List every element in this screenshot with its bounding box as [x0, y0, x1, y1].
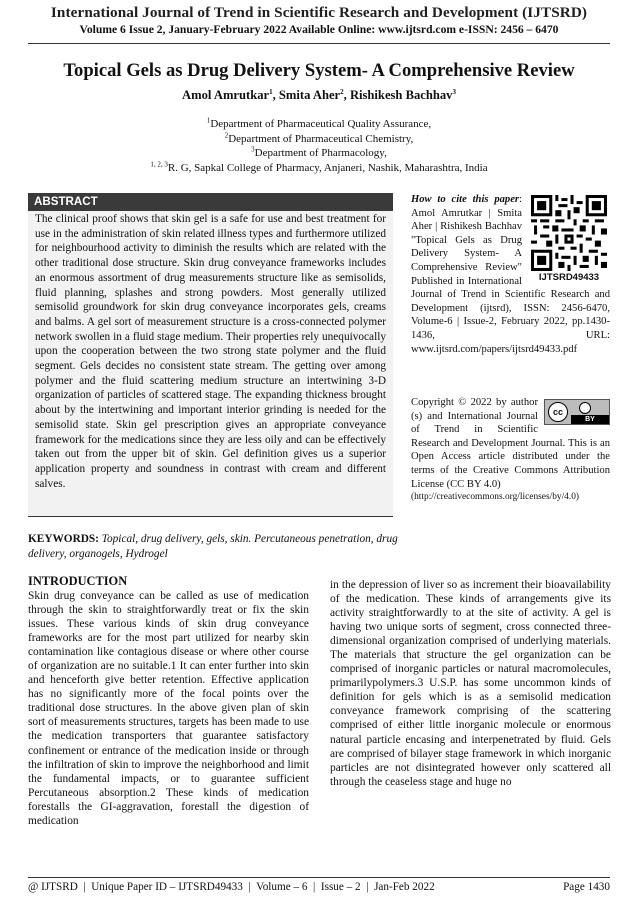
- introduction-heading: INTRODUCTION: [28, 574, 128, 588]
- citation-label: How to cite this paper: [411, 194, 520, 205]
- attribution-person-icon: [579, 402, 591, 414]
- cc-logo-icon: cc: [548, 402, 568, 422]
- author-name: Amol Amrutkar: [182, 88, 270, 102]
- cc-by-license-icon: [544, 399, 610, 425]
- author-mark: 2: [340, 87, 344, 96]
- keywords-text: Topical, drug delivery, gels, skin. Percutaneous penetration, drug delivery, organogels, Hydrogel: [28, 533, 398, 560]
- body-column-right: in the depression of liver so as increment their bioavailability of the medication. These kinds of arrangements give its activity straightforwardly to at the site of activity. A gel is having two unique sorts of segment, cross connected three-dimensional organization comprised of underlying materials. The materials that structure the gel organization can be comprised of inorganic particles or natural macromolecules, primarilypolymers.3 U.S.P. has some uncommon kinds of definition for gels which is as a semisolid medication conveyance framework comprising of the scattering comprised of either little inorganic molecule or enormous natural particle encasing and interpenetrated by fluid. Gels are comprised of bilayer stage framework in which inorganic particles are not disintegrated however only scattered all through the ceaseless stage and huge no: [330, 579, 611, 788]
- affiliation: $^2$Department of Pharmaceutical Chemistry,: [224, 130, 414, 145]
- footer-info: @ IJTSRD | Unique Paper ID – IJTSRD49433 | Volume – 6 | Issue – 2 | Jan-Feb 2022: [28, 881, 435, 893]
- keywords: [28, 532, 398, 562]
- copyright-notice: [411, 396, 610, 505]
- affiliation: $^1$Department of Pharmaceutical Quality Assurance,: [206, 116, 432, 130]
- copyright-text: Copyright © 2022 by author (s) and International Journal of Trend in Scientific Research and Development Journal. This is an Open Access article distributed under the terms of the Creative Commons Attribution License (CC BY 4.0): [411, 397, 610, 490]
- affiliation: $^3$Department of Pharmacology,: [251, 145, 387, 160]
- journal-issue-line: Volume 6 Issue 2, January-February 2022 Available Online: www.ijtsrd.com e-ISSN: 2456 – 6470: [79, 23, 559, 36]
- page-number: Page 1430: [563, 881, 610, 893]
- qr-code-block: [528, 195, 610, 285]
- header-divider: [28, 43, 610, 44]
- author-mark: 1: [269, 87, 273, 96]
- qr-code-icon: [531, 195, 607, 271]
- journal-title: International Journal of Trend in Scientific Research and Development (IJTSRD): [50, 4, 588, 21]
- page-footer: [28, 881, 610, 893]
- author-mark: 3: [452, 87, 456, 96]
- cc-by-label: BY: [571, 415, 609, 424]
- citation-body: : Amol Amrutkar | Smita Aher | Rishikesh Bachhav "Topical Gels as Drug Delivery System- A Comprehensive Review" Published in International Journal of Trend in Scientific Research and Development (ijtsrd), ISSN: 2456-6470, Volume-6 | Issue-2, February 2022, pp.1430-1436, URL: www.ijtsrd.com/papers/ijtsrd49433.pdf: [411, 194, 610, 355]
- citation-box: [411, 193, 610, 356]
- keywords-label: KEYWORDS:: [28, 533, 99, 545]
- affiliation: $^{1, 2, 3}$R. G, Sapkal College of Pharmacy, Anjaneri, Nashik, Maharashtra, India: [150, 160, 488, 174]
- affiliation-list: [0, 117, 638, 175]
- abstract-box: [28, 193, 393, 517]
- footer-divider: [28, 877, 610, 878]
- qr-code-id: IJTSRD49433: [538, 272, 600, 283]
- body-column-left: Skin drug conveyance can be called as use of medication through the skin to straightforwardly treat or fix the skin issues. These various kinds of skin drug conveyance frameworks are for the most part utilized for nearby skin contamination like contagious disease or where other course of organization are no suitable.1 It can enter further into skin and henceforth give better retention. Effective application has no significantly more of the focal points over the traditional dose structures. In the above given plan of skin sort of measurements structures, targets has been made to use the medication transporters that guarantee satisfactory confinement or entrance of the medication inside or through the infiltration of skin to improve the neighborhood and limit the fundamental impacts, or to guarantee sufficient Percutaneous absorption.2 These kinds of medication forestalls the GI-aggravation, forestall the digestion of medication: [28, 590, 309, 827]
- author-list: Amol Amrutkar$^1$, Smita Aher$^2$, Rishikesh Bachhav$^3$: [182, 87, 456, 102]
- author-name: Rishikesh Bachhav: [349, 88, 453, 102]
- journal-header: [0, 4, 638, 36]
- paper-title: Topical Gels as Drug Delivery System- A Comprehensive Review: [63, 60, 575, 81]
- author-name: Smita Aher: [278, 88, 341, 102]
- abstract-heading: ABSTRACT: [28, 193, 393, 211]
- license-url[interactable]: (http://creativecommons.org/licenses/by/4.0): [411, 492, 580, 503]
- abstract-text: The clinical proof shows that skin gel is a safe for use and best treatment for use in the administration of skin related illness types and furthermore utilized for neighbourhood activity to diminish the results which are related with the other traditional dose structure. Skin drug conveyance frameworks includes an enormous assortment of drug measurements structure like as semisolids, fluid planning, splashes and strong powders. Most generally utilized semisolid groundwork for skin drug conveyance incorporates gels, creams and balms. A gel sort of measurement structure is a cross-connected polymer network swollen in a fluid stage medium. Their properties rely unequivocally upon the cooperation between the two strong state polymer and the fluid segment. Gels decides no consistent state stream. The getting over among polymer and the fluid scattering medium structure an intertwining 3-D organization of particles of scattered stage. The expanding thickness brought about by the intertwining and important interior grinding is needed for the semisolid state. Skin gel prescription gives an appropriate conveyance framework for the medications since they are less oily and can be effectively taken out from the upper bit of skin. Gel definition gives us a superior application property and soundness in contrast with cream and different salves.: [35, 213, 386, 490]
